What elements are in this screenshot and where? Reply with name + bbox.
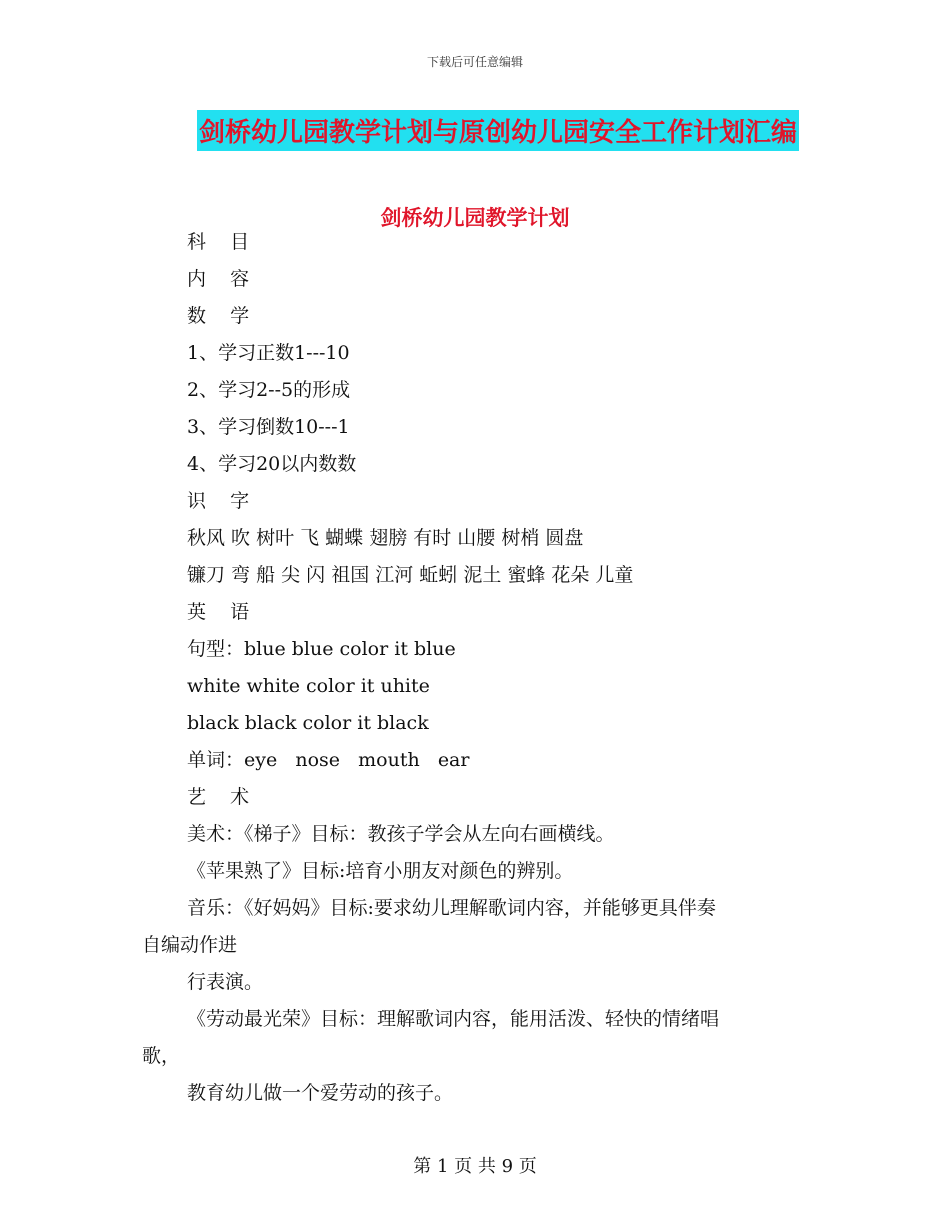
text-line: 自编动作进	[142, 934, 238, 956]
text-line: 英 语	[187, 601, 250, 623]
text-line: 句型：blue blue color it blue	[187, 638, 456, 660]
document-title	[0, 110, 950, 151]
text-line: 4、学习20以内数数	[187, 453, 357, 475]
page-number: 第 1 页 共 9 页	[413, 1156, 537, 1177]
text-line: 音乐：《好妈妈》目标:要求幼儿理解歌词内容，并能够更具伴奏	[187, 897, 716, 919]
document-title-text: 剑桥幼儿园教学计划与原创幼儿园安全工作计划汇编	[197, 110, 799, 151]
text-line: 数 学	[187, 305, 250, 327]
text-line: 歌，	[142, 1045, 181, 1067]
text-line: 美术：《梯子》目标：教孩子学会从左向右画横线。	[187, 823, 615, 845]
text-line: 识 字	[187, 490, 250, 512]
text-line: 内 容	[187, 268, 250, 290]
section-title: 剑桥幼儿园教学计划	[380, 205, 570, 230]
header-note: 下载后可任意编辑	[426, 55, 523, 69]
text-line: 2、学习2--5的形成	[187, 379, 351, 401]
text-line: 单词：eye nose mouth ear	[187, 749, 470, 771]
text-line: 行表演。	[187, 971, 264, 993]
text-line: black black color it black	[187, 712, 429, 734]
text-line: 《劳动最光荣》目标：理解歌词内容，能用活泼、轻快的情绪唱	[187, 1008, 720, 1030]
text-line: 3、学习倒数10---1	[187, 416, 350, 438]
text-line: 科 目	[187, 231, 250, 253]
text-line: 《苹果熟了》目标:培育小朋友对颜色的辨别。	[187, 860, 574, 882]
text-line: 秋风 吹 树叶 飞 蝴蝶 翅膀 有时 山腰 树梢 圆盘	[187, 527, 584, 549]
text-line: 艺 术	[187, 786, 250, 808]
text-line: white white color it uhite	[187, 675, 430, 697]
text-line: 教育幼儿做一个爱劳动的孩子。	[187, 1082, 454, 1104]
text-line: 1、学习正数1---10	[187, 342, 350, 364]
document-body	[142, 224, 812, 1112]
text-line: 镰刀 弯 船 尖 闪 祖国 江河 蚯蚓 泥土 蜜蜂 花朵 儿童	[187, 564, 634, 586]
